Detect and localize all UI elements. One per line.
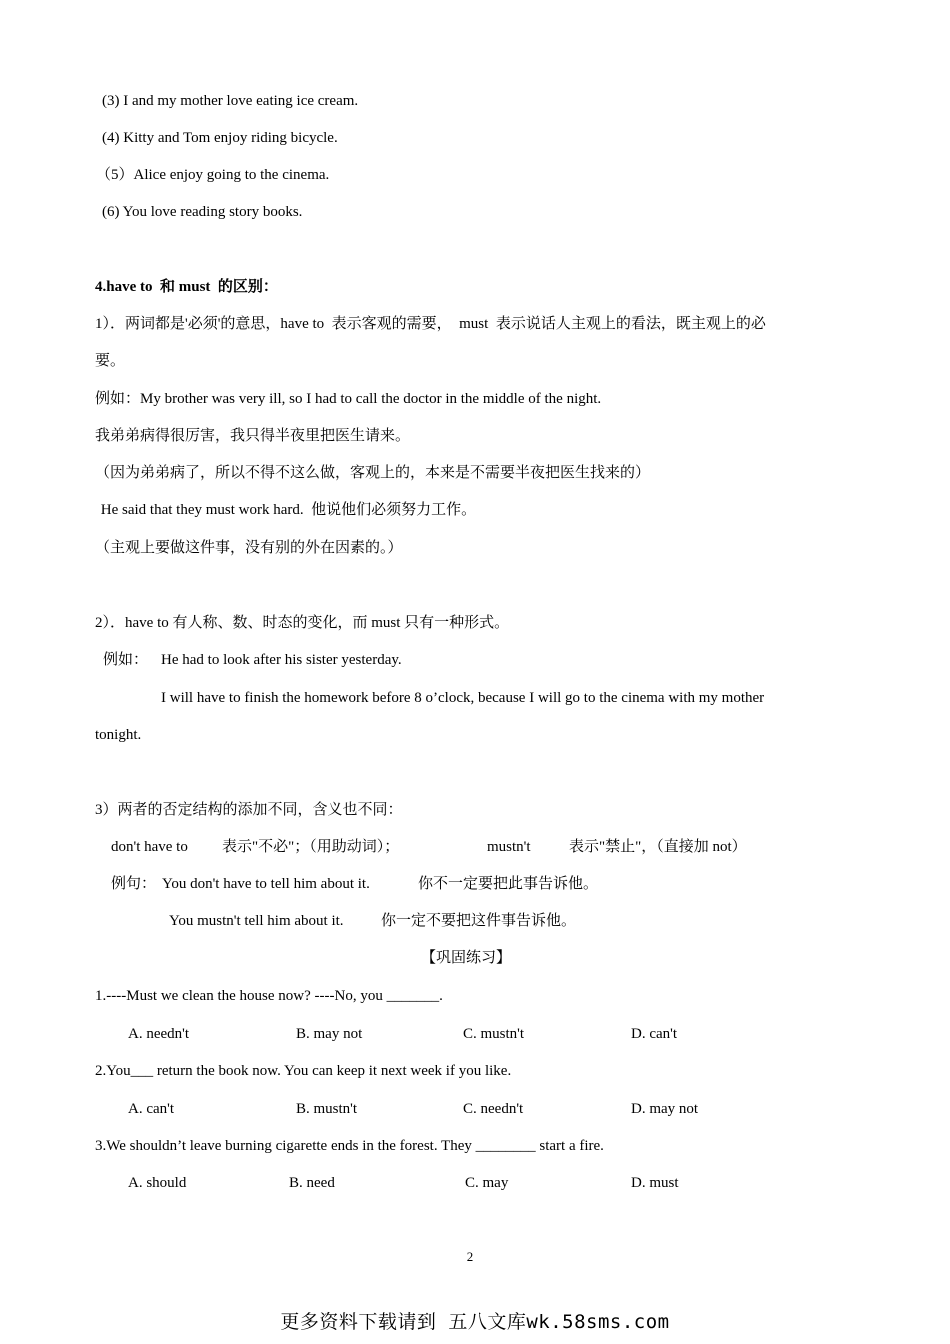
paragraph-1: 1）．两词都是'必须'的意思，have to 表示客观的需要， must 表示说话人主观上的看法，既主观上的必 (95, 316, 766, 332)
example-label: 例如： (103, 652, 149, 668)
example-label: 例句： (111, 876, 157, 892)
example-sentence: I will have to finish the homework before 8 o’clock, because I will go to the cinema with my mother (161, 690, 765, 706)
paragraph-3: 3）两者的否定结构的添加不同，含义也不同： (95, 802, 403, 818)
option-d: D. can't (631, 1026, 678, 1042)
question-stem: 2.You___ return the book now. You can keep it next week if you like. (95, 1063, 512, 1079)
example-sentence: He had to look after his sister yesterday. (161, 652, 402, 668)
question-stem: 1.----Must we clean the house now? ----No, you _______. (95, 988, 443, 1004)
example-translation: 我弟弟病得很厉害，我只得半夜里把医生请来。 (95, 428, 411, 444)
option-a: A. can't (128, 1101, 175, 1117)
option-b: B. need (289, 1175, 335, 1191)
practice-title: 【巩固练习】 (421, 950, 512, 966)
term-description: 表示"禁止"，（直接加 not） (569, 839, 747, 855)
term-mustnt: mustn't (487, 839, 531, 855)
option-c: C. may (465, 1175, 509, 1191)
option-c: C. mustn't (463, 1026, 525, 1042)
example-item: (4) Kitty and Tom enjoy riding bicycle. (102, 130, 338, 146)
page-number: 2 (466, 1249, 474, 1264)
section-heading: 4.have to 和 must 的区别： (95, 279, 278, 295)
question-stem: 3.We shouldn’t leave burning cigarette ends in the forest. They ________ start a fire. (95, 1138, 604, 1154)
paragraph-2: 2）．have to 有人称、数、时态的变化，而 must 只有一种形式。 (95, 615, 510, 631)
example-sentence: 例如：My brother was very ill, so I had to call the doctor in the middle of the night. (95, 391, 602, 407)
example-note: （因为弟弟病了，所以不得不这么做，客观上的，本来是不需要半夜把医生找来的） (95, 465, 651, 481)
term-description: 表示"不必"；（用助动词）； (222, 839, 400, 855)
example-translation: 你不一定要把此事告诉他。 (418, 876, 599, 892)
example-sentence: You don't have to tell him about it. (162, 876, 370, 892)
option-a: A. needn't (128, 1026, 190, 1042)
option-c: C. needn't (463, 1101, 524, 1117)
option-b: B. may not (296, 1026, 363, 1042)
paragraph-1-cont: 要。 (95, 353, 126, 369)
option-a: A. should (128, 1175, 187, 1191)
example-item: (6) You love reading story books. (102, 204, 303, 220)
option-d: D. must (631, 1175, 679, 1191)
option-d: D. may not (631, 1101, 699, 1117)
example-item: (3) I and my mother love eating ice cream. (102, 93, 359, 109)
footer-download-notice: 更多资料下载请到 五八文库wk.58sms.com (280, 1311, 670, 1333)
example-translation: 你一定不要把这件事告诉他。 (381, 913, 577, 929)
example-sentence-cont: tonight. (95, 727, 142, 743)
term-dont-have-to: don't have to (111, 839, 188, 855)
example-sentence: You mustn't tell him about it. (169, 913, 344, 929)
example-sentence: He said that they must work hard. 他说他们必须努力工作。 (97, 502, 477, 518)
option-b: B. mustn't (296, 1101, 358, 1117)
example-item: （5）Alice enjoy going to the cinema. (96, 167, 330, 183)
example-note: （主观上要做这件事，没有别的外在因素的。） (95, 540, 403, 556)
